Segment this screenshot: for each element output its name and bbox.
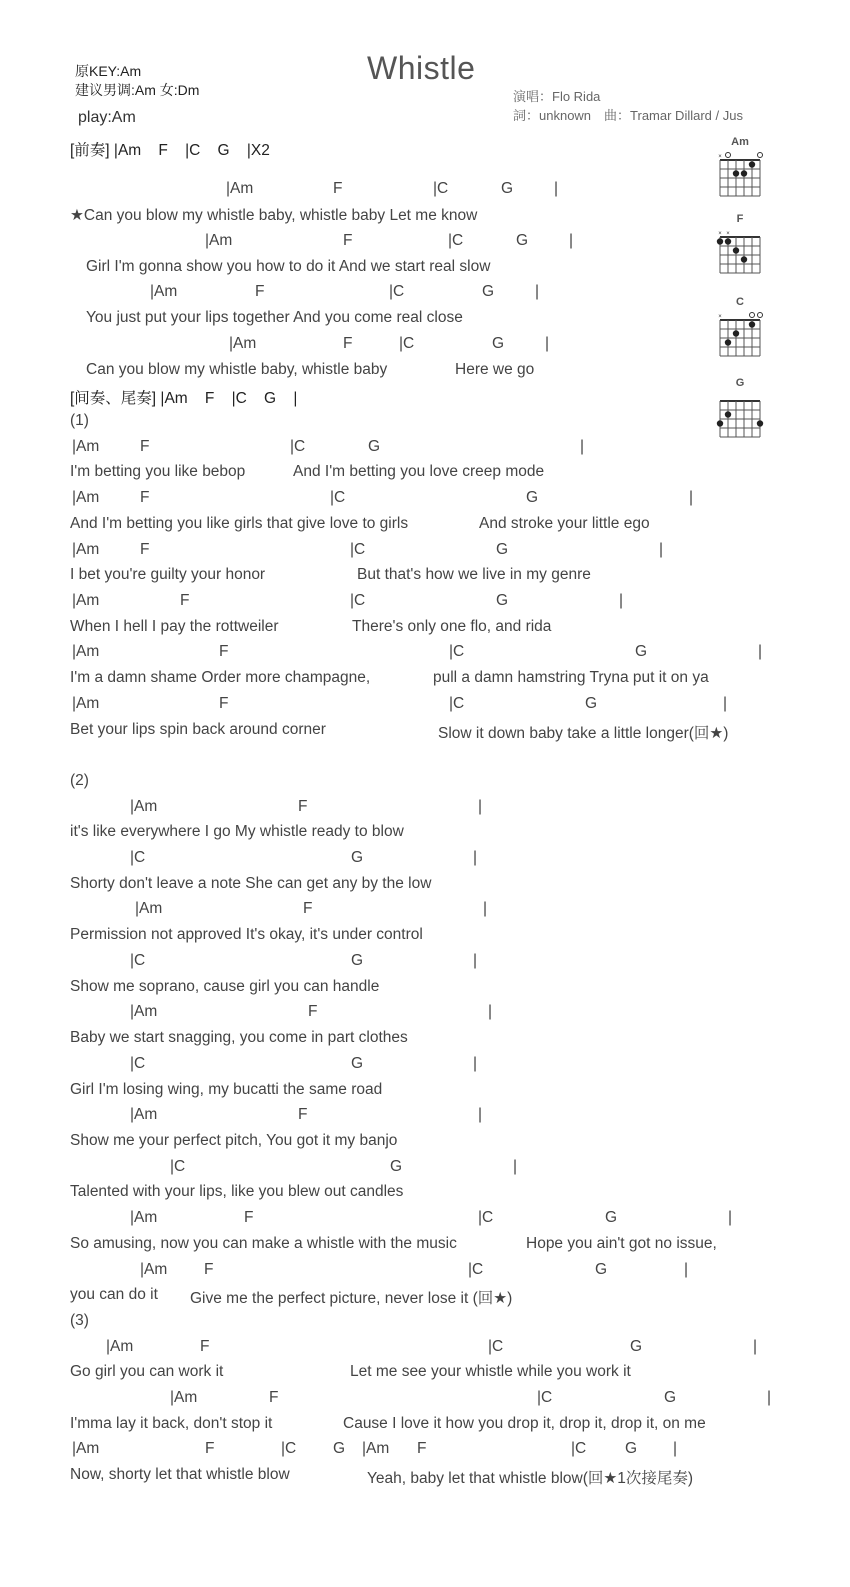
fretboard-grid: [712, 148, 768, 204]
lyric-text: Cause I love it how you drop it, drop it, drop it, on me: [343, 1415, 706, 1432]
chord-symbol: G: [496, 592, 509, 609]
lyric-text: I'mma lay it back, don't stop it: [70, 1415, 273, 1432]
lyric-text: Hope you ain't got no issue,: [526, 1235, 717, 1252]
lyric-text: I'm betting you like bebop: [70, 463, 246, 480]
lyric-text: Let me see your whistle while you work it: [350, 1363, 631, 1380]
chord-symbol: |: [659, 541, 664, 558]
chord-symbol: G: [351, 849, 364, 866]
chord-symbol: |Am: [130, 1003, 158, 1020]
lyric-text: Now, shorty let that whistle blow: [70, 1466, 290, 1483]
lyric-text: (3): [70, 1312, 89, 1329]
chord-diagram-name: F: [736, 213, 744, 225]
chord-symbol: |Am: [72, 592, 100, 609]
lyric-text: There's only one flo, and rida: [352, 618, 552, 635]
chord-symbol: F: [269, 1389, 279, 1406]
chord-symbol: |Am: [72, 695, 100, 712]
chord-symbol: F: [298, 1106, 308, 1123]
chord-symbol: |: [684, 1261, 689, 1278]
chord-symbol: |C: [478, 1209, 494, 1226]
finger-dot: [741, 170, 747, 176]
lyric-text: I'm a damn shame Order more champagne,: [70, 669, 371, 686]
lyric-text: Slow it down baby take a little longer(回★): [438, 725, 729, 742]
chord-symbol: |Am: [130, 798, 158, 815]
open-string-marker: [750, 313, 755, 318]
chord-symbol: |Am: [135, 900, 163, 917]
chord-symbol: G: [664, 1389, 677, 1406]
chord-symbol: |C: [468, 1261, 484, 1278]
lyric-text: And I'm betting you like girls that give love to girls: [70, 515, 409, 532]
chord-symbol: |Am: [130, 1209, 158, 1226]
chord-symbol: |Am: [229, 335, 257, 352]
chord-symbol: |C: [488, 1338, 504, 1355]
chord-symbol: F: [200, 1338, 210, 1355]
chord-symbol: |: [513, 1158, 518, 1175]
lyric-text: Talented with your lips, like you blew out candles: [70, 1183, 404, 1200]
fretboard-grid: [712, 225, 768, 281]
chord-symbol: |C: [449, 643, 465, 660]
chord-symbol: F: [417, 1440, 427, 1457]
chord-symbol: |Am: [72, 541, 100, 558]
chord-symbol: G: [501, 180, 514, 197]
chord-symbol: |C: [433, 180, 449, 197]
lyric-text: I bet you're guilty your honor: [70, 566, 266, 583]
lyric-text: ★Can you blow my whistle baby, whistle baby Let me know: [70, 207, 478, 224]
lyric-text: Permission not approved It's okay, it's under control: [70, 926, 423, 943]
lyric-text: Show me your perfect pitch, You got it my banjo: [70, 1132, 398, 1149]
chord-symbol: F: [180, 592, 190, 609]
open-string-marker: [726, 153, 731, 158]
chord-symbol: G: [333, 1440, 346, 1457]
chord-symbol: |: [569, 232, 574, 249]
chord-symbol: |C: [170, 1158, 186, 1175]
chord-symbol: |Am: [170, 1389, 198, 1406]
chord-symbol: |: [478, 1106, 483, 1123]
lyric-text: (2): [70, 772, 89, 789]
lyric-text: (1): [70, 412, 89, 429]
chord-symbol: F: [140, 489, 150, 506]
chord-symbol: |C: [571, 1440, 587, 1457]
lyric-text: When I hell I pay the rottweiler: [70, 618, 279, 635]
lyric-text: [前奏] |Am F |C G |X2: [70, 142, 270, 159]
chord-symbol: |C: [290, 438, 306, 455]
lyric-text: Yeah, baby let that whistle blow(回★1次接尾奏): [367, 1470, 694, 1487]
chord-symbol: |C: [350, 541, 366, 558]
finger-dot: [741, 256, 747, 262]
chord-symbol: F: [298, 798, 308, 815]
chord-symbol: F: [204, 1261, 214, 1278]
lyric-text: But that's how we live in my genre: [357, 566, 591, 583]
chord-symbol: |Am: [72, 438, 100, 455]
chord-symbol: |: [689, 489, 694, 506]
chord-diagram-f: [712, 213, 768, 286]
fretboard-grid: [712, 389, 768, 445]
chord-symbol: F: [140, 438, 150, 455]
lyric-text: it's like everywhere I go My whistle ready to blow: [70, 823, 404, 840]
chord-symbol: |: [753, 1338, 758, 1355]
chord-symbol: G: [630, 1338, 643, 1355]
lyric-text: you can do it: [70, 1286, 158, 1303]
chord-symbol: |C: [130, 952, 146, 969]
chord-diagram-g: [712, 377, 768, 450]
chord-symbol: |: [728, 1209, 733, 1226]
chord-symbol: F: [308, 1003, 318, 1020]
chord-symbol: |C: [389, 283, 405, 300]
chord-symbol: F: [303, 900, 313, 917]
finger-dot: [757, 420, 763, 426]
chord-symbol: G: [585, 695, 598, 712]
finger-dot: [725, 238, 731, 244]
lyric-text: Shorty don't leave a note She can get any by the low: [70, 875, 432, 892]
lyric-text: And I'm betting you love creep mode: [293, 463, 545, 480]
chord-symbol: |Am: [150, 283, 178, 300]
finger-dot: [733, 330, 739, 336]
original-key: 原KEY:Am: [75, 63, 142, 79]
chord-symbol: F: [140, 541, 150, 558]
chord-symbol: |: [473, 952, 478, 969]
chord-symbol: G: [526, 489, 539, 506]
chord-symbol: G: [390, 1158, 403, 1175]
lyric-text: Can you blow my whistle baby, whistle baby: [86, 361, 388, 378]
lyric-text: Bet your lips spin back around corner: [70, 721, 326, 738]
chord-symbol: |: [673, 1440, 678, 1457]
muted-string-marker: ×: [718, 154, 722, 160]
finger-dot: [733, 247, 739, 253]
chord-symbol: |C: [350, 592, 366, 609]
lyric-text: Baby we start snagging, you come in part clothes: [70, 1029, 408, 1046]
chord-symbol: G: [625, 1440, 638, 1457]
fretboard-grid: [712, 308, 768, 364]
chord-symbol: G: [351, 1055, 364, 1072]
finger-dot: [717, 420, 723, 426]
muted-string-marker: ×: [726, 231, 730, 237]
chord-diagram-am: [712, 136, 768, 209]
finger-dot: [733, 170, 739, 176]
chord-symbol: G: [635, 643, 648, 660]
chord-symbol: |C: [448, 232, 464, 249]
lyric-text: Girl I'm losing wing, my bucatti the same road: [70, 1081, 383, 1098]
chord-symbol: F: [244, 1209, 254, 1226]
chord-symbol: |: [488, 1003, 493, 1020]
lyric-text: So amusing, now you can make a whistle with the music: [70, 1235, 457, 1252]
chord-symbol: F: [219, 643, 229, 660]
chord-symbol: |C: [449, 695, 465, 712]
chord-symbol: |Am: [226, 180, 254, 197]
finger-dot: [725, 339, 731, 345]
finger-dot: [749, 161, 755, 167]
chord-symbol: |Am: [362, 1440, 390, 1457]
lyric-text: You just put your lips together And you come real close: [86, 309, 463, 326]
muted-string-marker: ×: [718, 314, 722, 320]
chord-symbol: |C: [281, 1440, 297, 1457]
chord-symbol: G: [595, 1261, 608, 1278]
chord-symbol: |: [478, 798, 483, 815]
chord-symbol: F: [205, 1440, 215, 1457]
finger-dot: [749, 321, 755, 327]
chord-symbol: G: [496, 541, 509, 558]
singer-credit: 演唱：Flo Rida: [513, 89, 601, 104]
finger-dot: [717, 238, 723, 244]
chord-symbol: |: [535, 283, 540, 300]
chord-symbol: F: [333, 180, 343, 197]
lyric-text: Show me soprano, cause girl you can handle: [70, 978, 380, 995]
chord-diagram-name: G: [735, 377, 745, 389]
chord-symbol: |: [619, 592, 624, 609]
chord-symbol: |: [545, 335, 550, 352]
chord-diagram-c: [712, 296, 768, 369]
chord-symbol: |Am: [72, 1440, 100, 1457]
open-string-marker: [758, 153, 763, 158]
chord-symbol: G: [482, 283, 495, 300]
chord-symbol: |: [554, 180, 559, 197]
chord-symbol: |Am: [205, 232, 233, 249]
chord-symbol: |Am: [130, 1106, 158, 1123]
chord-symbol: |: [767, 1389, 772, 1406]
chord-symbol: |C: [130, 849, 146, 866]
suggested-key: 建议男调:Am 女:Dm: [75, 82, 200, 98]
chord-symbol: G: [368, 438, 381, 455]
chord-symbol: G: [492, 335, 505, 352]
lyric-text: Go girl you can work it: [70, 1363, 224, 1380]
chord-symbol: F: [219, 695, 229, 712]
chord-symbol: |C: [537, 1389, 553, 1406]
chord-symbol: |: [758, 643, 763, 660]
chord-diagram-name: Am: [731, 136, 749, 148]
chord-symbol: F: [255, 283, 265, 300]
chord-symbol: F: [343, 232, 353, 249]
chord-symbol: G: [351, 952, 364, 969]
lyric-text: Girl I'm gonna show you how to do it And we start real slow: [86, 258, 491, 275]
chord-symbol: |C: [130, 1055, 146, 1072]
writer-credit: 詞：unknown 曲：Tramar Dillard / Jus: [513, 108, 743, 123]
chord-symbol: |C: [330, 489, 346, 506]
lyric-text: And stroke your little ego: [479, 515, 650, 532]
lyric-text: Give me the perfect picture, never lose it (回★): [190, 1290, 513, 1307]
play-key: play:Am: [78, 109, 136, 126]
chord-symbol: |C: [399, 335, 415, 352]
chord-symbol: |: [473, 1055, 478, 1072]
muted-string-marker: ×: [718, 231, 722, 237]
chord-symbol: |Am: [106, 1338, 134, 1355]
lyric-text: [间奏、尾奏] |Am F |C G |: [70, 390, 298, 407]
chord-symbol: |: [723, 695, 728, 712]
chord-symbol: |: [473, 849, 478, 866]
chord-symbol: |Am: [72, 643, 100, 660]
lyric-text: pull a damn hamstring Tryna put it on ya: [433, 669, 709, 686]
finger-dot: [725, 411, 731, 417]
chord-symbol: |Am: [140, 1261, 168, 1278]
chord-symbol: F: [343, 335, 353, 352]
chord-symbol: |: [483, 900, 488, 917]
lyric-text: Here we go: [455, 361, 535, 378]
chord-symbol: |: [580, 438, 585, 455]
song-title: Whistle: [367, 50, 476, 86]
open-string-marker: [758, 313, 763, 318]
chord-diagram-name: C: [736, 296, 744, 308]
chord-symbol: |Am: [72, 489, 100, 506]
chord-symbol: G: [605, 1209, 618, 1226]
chord-symbol: G: [516, 232, 529, 249]
